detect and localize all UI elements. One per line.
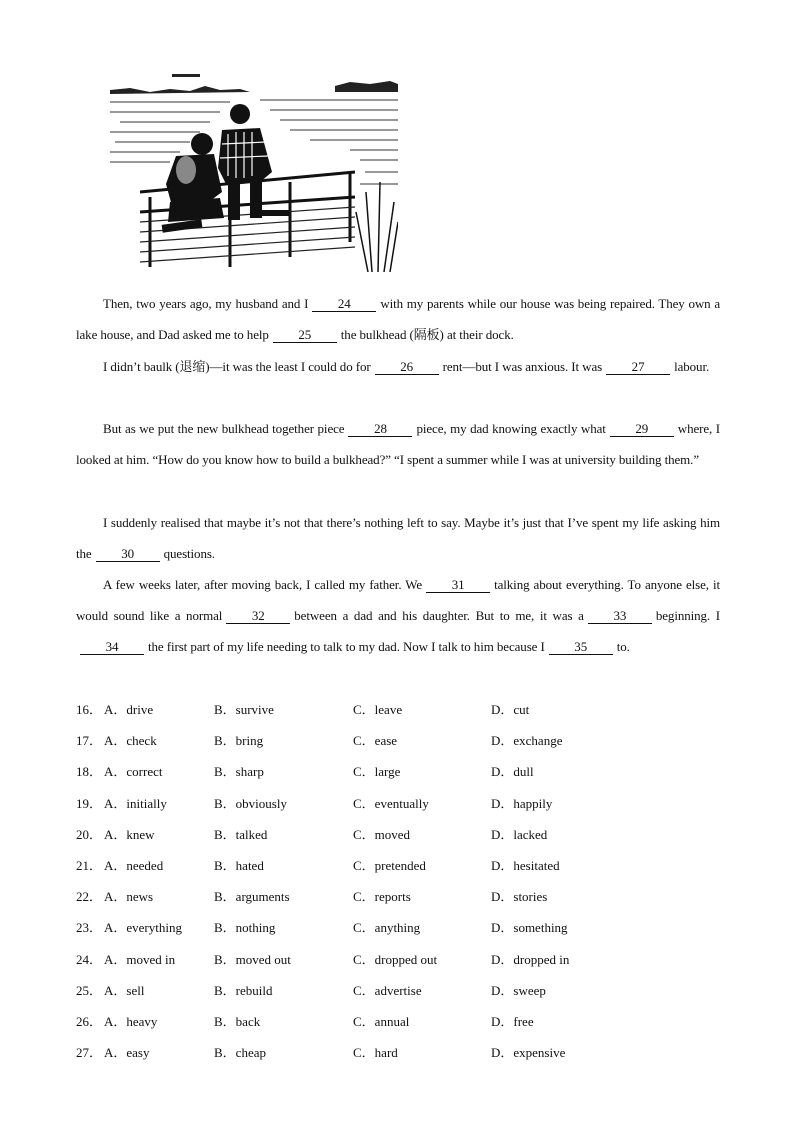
option-d[interactable]: D．lacked (491, 826, 548, 842)
question-18 (76, 760, 720, 791)
option-b[interactable]: B．sharp (214, 764, 264, 780)
question-26 (76, 1010, 720, 1041)
option-a[interactable]: A．moved in (104, 951, 176, 967)
passage-paragraph-1 (76, 288, 720, 350)
paragraph-text: between a dad and his daughter. But to me, it was a (294, 608, 584, 624)
paragraph-text: where, I looked at him. “How do you know how to build a bulkhead?” “I spent a summer while I was at university building them.” (76, 421, 720, 468)
option-b[interactable]: B．moved out (214, 951, 291, 967)
paragraph-text: beginning. I (655, 608, 720, 624)
passage-paragraph-5 (76, 569, 720, 663)
question-number: 20． (76, 826, 103, 842)
option-d[interactable]: D．something (491, 920, 568, 936)
option-b[interactable]: B．nothing (214, 920, 276, 936)
option-b[interactable]: B．talked (214, 826, 268, 842)
option-d[interactable]: D．hesitated (491, 857, 560, 873)
blank-24: 24 (312, 297, 376, 312)
paragraph-text: the first part of my life needing to talk to my dad. Now I talk to him because I (148, 639, 545, 655)
paragraph-text: labour. (674, 359, 710, 374)
paragraph-text: with my parents while our house was being repaired. They own a lake house, and Dad asked me to help (76, 296, 721, 343)
option-b[interactable]: B．bring (214, 733, 264, 749)
question-number: 25． (76, 982, 103, 998)
option-d[interactable]: D．free (491, 1013, 534, 1029)
question-number: 17． (76, 733, 103, 749)
option-a[interactable]: A．sell (104, 982, 145, 998)
question-27 (76, 1041, 720, 1072)
option-a[interactable]: A．drive (104, 702, 154, 717)
paragraph-text: rent—but I was anxious. It was (442, 359, 603, 374)
question-number: 27． (76, 1045, 103, 1061)
blank-31: 31 (426, 578, 490, 593)
option-d[interactable]: D．dropped in (491, 951, 570, 967)
paragraph-text: I didn’t baulk (退缩)—it was the least I could do for (103, 359, 371, 374)
paragraph-text: I suddenly realised that maybe it’s not that there’s nothing left to say. Maybe it’s just that I’ve spent my life asking him the (76, 515, 720, 562)
option-b[interactable]: B．survive (214, 702, 274, 717)
option-c[interactable]: C．annual (353, 1013, 410, 1029)
paragraph-text: Then, two years ago, my husband and I (103, 296, 309, 311)
option-c[interactable]: C．leave (353, 702, 403, 717)
question-number: 24． (76, 951, 103, 967)
paragraph-text: questions. (163, 546, 215, 562)
option-a[interactable]: A．correct (104, 764, 163, 780)
option-d[interactable]: D．cut (491, 702, 530, 717)
option-d[interactable]: D．dull (491, 764, 534, 780)
blank-32: 32 (226, 609, 290, 624)
blank-30: 30 (96, 547, 160, 562)
option-a[interactable]: A．needed (104, 857, 164, 873)
blank-29: 29 (610, 422, 674, 437)
option-b[interactable]: B．hated (214, 857, 264, 873)
passage-paragraph-3 (76, 413, 720, 475)
blank-34: 34 (80, 640, 144, 655)
option-c[interactable]: C．pretended (353, 857, 426, 873)
question-20 (76, 823, 720, 854)
question-number: 22． (76, 889, 103, 905)
option-c[interactable]: C．moved (353, 826, 411, 842)
option-d[interactable]: D．stories (491, 889, 548, 905)
question-number: 16． (76, 702, 103, 717)
question-number: 21． (76, 857, 103, 873)
option-a[interactable]: A．everything (104, 920, 182, 936)
option-a[interactable]: A．check (104, 733, 157, 749)
option-a[interactable]: A．news (104, 889, 154, 905)
option-d[interactable]: D．happily (491, 795, 553, 811)
option-c[interactable]: C．anything (353, 920, 421, 936)
option-c[interactable]: C．hard (353, 1045, 398, 1061)
option-a[interactable]: A．heavy (104, 1013, 158, 1029)
question-19 (76, 792, 720, 823)
blank-33: 33 (588, 609, 652, 624)
question-24 (76, 948, 720, 979)
option-d[interactable]: D．sweep (491, 982, 546, 998)
paragraph-text: the bulkhead (隔板) at their dock. (340, 327, 514, 343)
option-a[interactable]: A．initially (104, 795, 167, 811)
question-21 (76, 854, 720, 885)
option-a[interactable]: A．easy (104, 1045, 150, 1061)
blank-26: 26 (375, 360, 439, 375)
option-a[interactable]: A．knew (104, 826, 155, 842)
blank-27: 27 (606, 360, 670, 375)
blank-35: 35 (549, 640, 613, 655)
option-c[interactable]: C．dropped out (353, 951, 438, 967)
passage-paragraph-4 (76, 507, 720, 569)
option-c[interactable]: C．ease (353, 733, 398, 749)
question-number: 26． (76, 1013, 103, 1029)
question-number: 19． (76, 795, 103, 811)
question-25 (76, 979, 720, 1010)
option-d[interactable]: D．exchange (491, 733, 563, 749)
option-b[interactable]: B．cheap (214, 1045, 266, 1061)
question-17 (76, 729, 720, 760)
paragraph-text: But as we put the new bulkhead together piece (103, 421, 345, 436)
paragraph-text: talking about everything. To anyone else, it would sound like a normal (76, 577, 720, 624)
blank-28: 28 (348, 422, 412, 437)
option-c[interactable]: C．reports (353, 889, 411, 905)
question-number: 23． (76, 920, 103, 936)
answer-options (76, 698, 720, 1072)
question-22 (76, 885, 720, 916)
option-c[interactable]: C．eventually (353, 795, 429, 811)
option-c[interactable]: C．advertise (353, 982, 422, 998)
option-b[interactable]: B．back (214, 1013, 261, 1029)
option-c[interactable]: C．large (353, 764, 401, 780)
passage-paragraph-2 (76, 351, 720, 382)
paragraph-text: to. (616, 639, 630, 655)
question-number: 18． (76, 764, 103, 780)
question-16 (76, 698, 720, 729)
question-23 (76, 916, 720, 947)
paragraph-text: piece, my dad knowing exactly what (416, 421, 606, 436)
dock-illustration (110, 72, 398, 272)
paragraph-text: A few weeks later, after moving back, I called my father. We (103, 577, 423, 592)
blank-25: 25 (273, 328, 337, 343)
option-b[interactable]: B．rebuild (214, 982, 273, 998)
option-b[interactable]: B．obviously (214, 795, 287, 811)
option-b[interactable]: B．arguments (214, 889, 290, 905)
option-d[interactable]: D．expensive (491, 1045, 566, 1061)
